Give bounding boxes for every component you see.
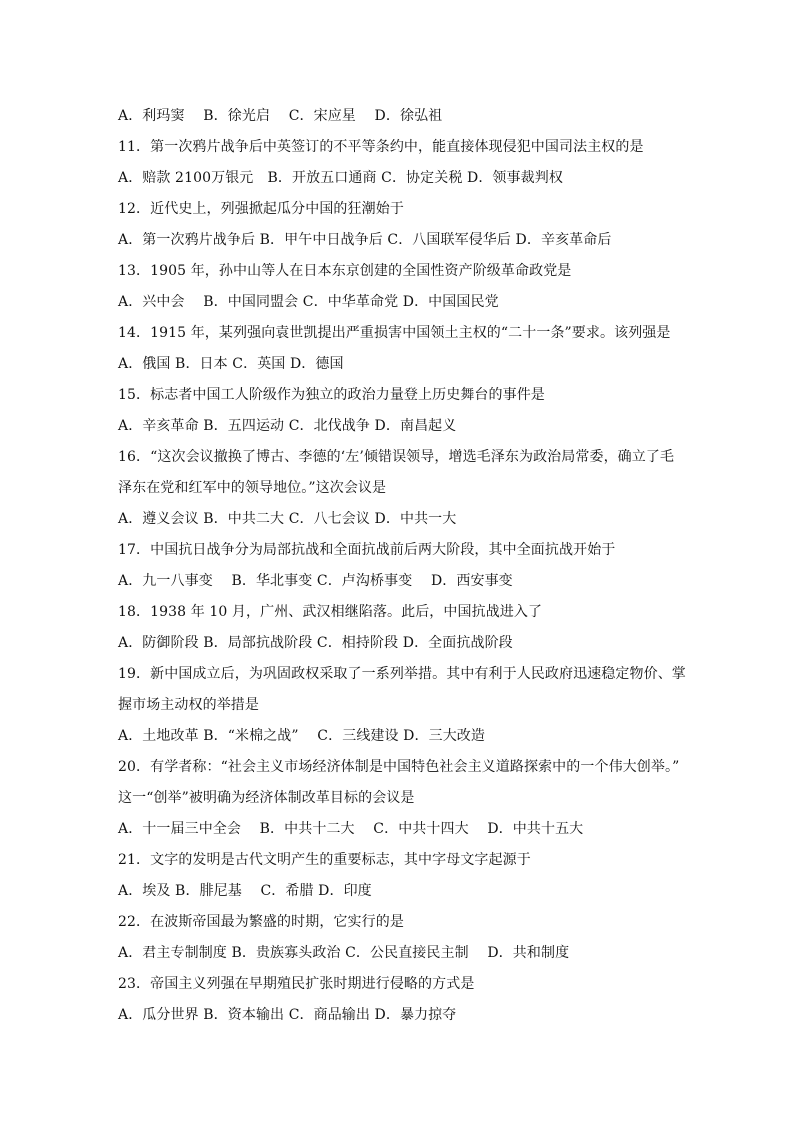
question-stem: 19．新中国成立后，为巩固政权采取了一系列举措。其中有利于人民政府迅速稳定物价、掌 [118,666,686,682]
question-stem: 17．中国抗日战争分为局部抗战和全面抗战前后两大阶段，其中全面抗战开始于 [118,542,616,558]
question-stem-continued: 这一“创举”被明确为经济体制改革目标的会议是 [118,790,415,806]
question-stem: 14．1915 年，某列强向袁世凯提出严重损害中国领土主权的“二十一条”要求。该列强是 [118,325,671,341]
answer-options: A．瓜分世界 B．资本输出 C．商品输出 D．暴力掠夺 [118,1007,457,1023]
answer-options: A．埃及 B．腓尼基 C．希腊 D．印度 [118,883,372,899]
question-stem: 18．1938 年 10 月，广州、武汉相继陷落。此后，中国抗战进入了 [118,604,543,620]
question-stem: 22．在波斯帝国最为繁盛的时期，它实行的是 [118,914,404,930]
question-stem: 15．标志者中国工人阶级作为独立的政治力量登上历史舞台的事件是 [118,387,545,403]
answer-options: A．土地改革 B．“米棉之战” C．三线建设 D．三大改造 [118,728,485,744]
answer-options: A．遵义会议 B．中共二大 C．八七会议 D．中共一大 [118,511,457,527]
text-line: A．利玛窦 B．徐光启 C．宋应星 D．徐弘祖 [118,108,443,124]
question-stem: 21．文字的发明是古代文明产生的重要标志，其中字母文字起源于 [118,852,531,868]
answer-options: A．十一届三中全会 B．中共十二大 C．中共十四大 D．中共十五大 [118,821,584,837]
question-stem: 20．有学者称：“社会主义市场经济体制是中国特色社会主义道路探索中的一个伟大创举。” [118,759,680,775]
answer-options: A．辛亥革命 B．五四运动 C．北伐战争 D．南昌起义 [118,418,457,434]
question-stem: 12．近代史上，列强掀起瓜分中国的狂潮始于 [118,201,404,217]
question-stem-continued: 握市场主动权的举措是 [118,697,259,713]
answer-options: A．俄国 B．日本 C．英国 D．德国 [118,356,344,372]
question-stem-continued: 泽东在党和红军中的领导地位。”这次会议是 [118,480,387,496]
question-stem: 23．帝国主义列强在早期殖民扩张时期进行侵略的方式是 [118,976,475,992]
answer-options: A．第一次鸦片战争后 B．甲午中日战争后 C．八国联军侵华后 D．辛亥革命后 [118,232,612,248]
answer-options: A．九一八事变 B．华北事变 C．卢沟桥事变 D．西安事变 [118,573,513,589]
answer-options: A．赔款 2100万银元 B．开放五口通商 C．协定关税 D．领事裁判权 [118,170,563,186]
question-stem: 11．第一次鸦片战争后中英签订的不平等条约中，能直接体现侵犯中国司法主权的是 [118,139,644,155]
question-list [118,101,698,1031]
answer-options: A．防御阶段 B．局部抗战阶段 C．相持阶段 D．全面抗战阶段 [118,635,513,651]
question-stem: 13．1905 年，孙中山等人在日本东京创建的全国性资产阶级革命政党是 [118,263,572,279]
answer-options: A．兴中会 B．中国同盟会 C．中华革命党 D．中国国民党 [118,294,499,310]
answer-options: A．君主专制制度 B．贵族寡头政治 C．公民直接民主制 D．共和制度 [118,945,570,961]
question-stem: 16．“这次会议撤换了博古、李德的‘左’倾错误领导，增选毛泽东为政治局常委，确立了毛 [118,449,675,465]
